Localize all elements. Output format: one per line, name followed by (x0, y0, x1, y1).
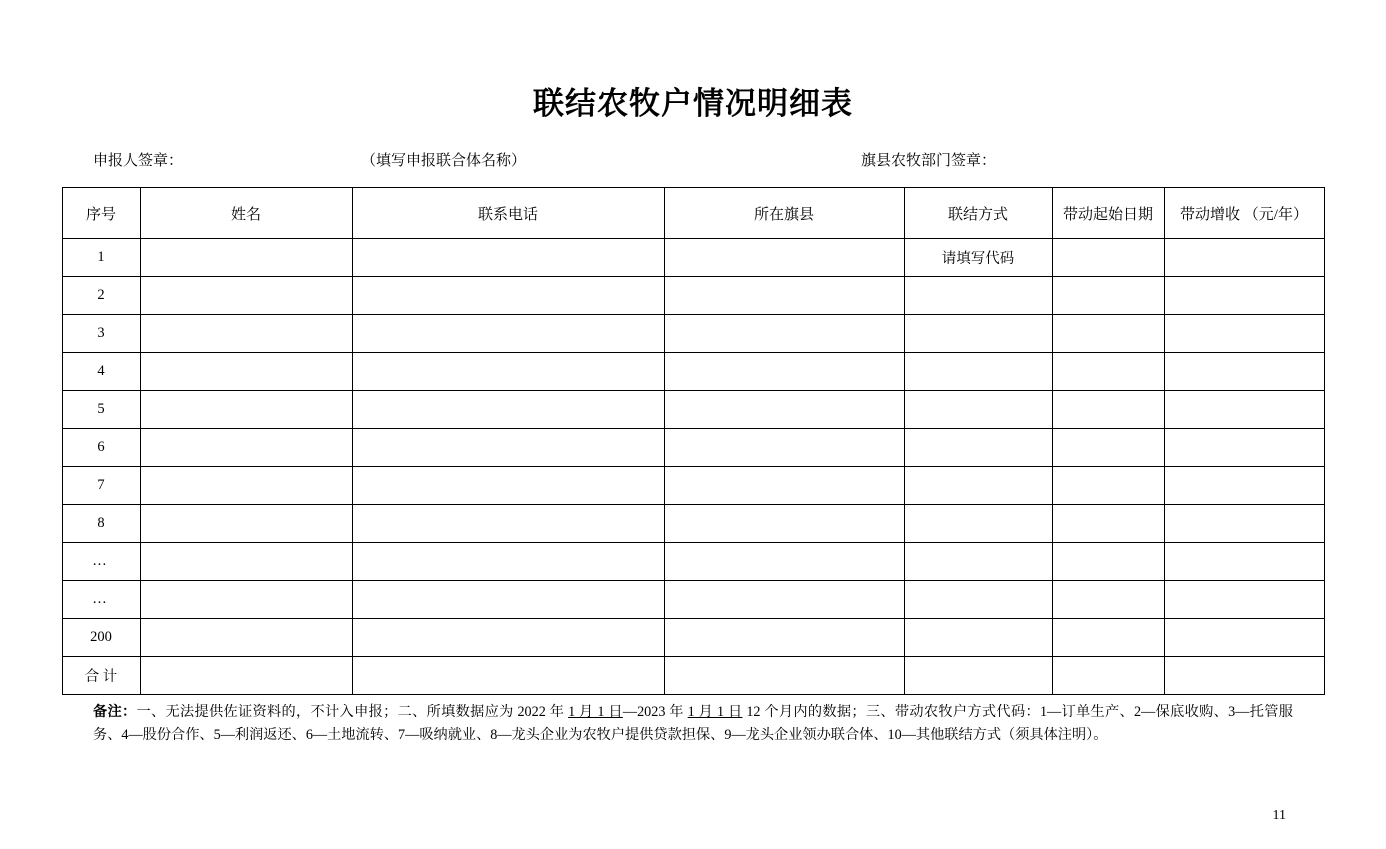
cell-phone[interactable] (352, 467, 664, 505)
column-header-phone: 联系电话 (352, 188, 664, 239)
table-row (62, 467, 1324, 505)
cell-phone[interactable] (352, 581, 664, 619)
cell-index: 6 (62, 429, 140, 467)
cell-start-date[interactable] (1052, 505, 1164, 543)
cell-link-type[interactable]: 请填写代码 (904, 239, 1052, 277)
linked-households-table (62, 187, 1325, 695)
cell-link-type[interactable] (904, 429, 1052, 467)
table-row (62, 429, 1324, 467)
cell-total-name[interactable] (140, 657, 352, 695)
signature-row (93, 149, 1293, 179)
cell-income[interactable] (1164, 619, 1324, 657)
column-header-index: 序号 (62, 188, 140, 239)
cell-start-date[interactable] (1052, 353, 1164, 391)
note-label: 备注： (93, 704, 137, 720)
cell-phone[interactable] (352, 315, 664, 353)
cell-total-start-date[interactable] (1052, 657, 1164, 695)
column-header-name: 姓名 (140, 188, 352, 239)
cell-income[interactable] (1164, 505, 1324, 543)
cell-name[interactable] (140, 429, 352, 467)
note-underline-2: 1 月 1 日 (687, 704, 743, 720)
table-row (62, 619, 1324, 657)
cell-total-phone[interactable] (352, 657, 664, 695)
cell-name[interactable] (140, 315, 352, 353)
cell-phone[interactable] (352, 429, 664, 467)
cell-index: 2 (62, 277, 140, 315)
cell-start-date[interactable] (1052, 391, 1164, 429)
cell-link-type[interactable] (904, 505, 1052, 543)
cell-county[interactable] (664, 239, 904, 277)
cell-link-type[interactable] (904, 543, 1052, 581)
cell-phone[interactable] (352, 619, 664, 657)
table-row (62, 239, 1324, 277)
cell-total-label: 合 计 (62, 657, 140, 695)
table-row-total (62, 657, 1324, 695)
agriculture-department-signature-label: 旗县农牧部门签章： (861, 153, 997, 169)
applicant-signature-label: 申报人签章： (93, 153, 184, 169)
cell-link-type[interactable] (904, 467, 1052, 505)
cell-link-type[interactable] (904, 391, 1052, 429)
cell-name[interactable] (140, 581, 352, 619)
column-header-link-type: 联结方式 (904, 188, 1052, 239)
cell-index: 8 (62, 505, 140, 543)
cell-index: … (62, 543, 140, 581)
cell-index: … (62, 581, 140, 619)
table-row (62, 505, 1324, 543)
cell-income[interactable] (1164, 543, 1324, 581)
table-row (62, 353, 1324, 391)
cell-start-date[interactable] (1052, 239, 1164, 277)
table-row (62, 391, 1324, 429)
cell-index: 4 (62, 353, 140, 391)
cell-link-type[interactable] (904, 353, 1052, 391)
cell-phone[interactable] (352, 277, 664, 315)
cell-county[interactable] (664, 429, 904, 467)
cell-income[interactable] (1164, 391, 1324, 429)
cell-county[interactable] (664, 505, 904, 543)
cell-phone[interactable] (352, 543, 664, 581)
table-header-row (62, 188, 1324, 239)
cell-county[interactable] (664, 353, 904, 391)
cell-income[interactable] (1164, 277, 1324, 315)
cell-total-link-type[interactable] (904, 657, 1052, 695)
cell-index: 3 (62, 315, 140, 353)
cell-income[interactable] (1164, 467, 1324, 505)
cell-income[interactable] (1164, 581, 1324, 619)
column-header-county: 所在旗县 (664, 188, 904, 239)
cell-name[interactable] (140, 239, 352, 277)
cell-phone[interactable] (352, 505, 664, 543)
page-title: 联结农牧户情况明细表 (533, 86, 853, 121)
cell-county[interactable] (664, 581, 904, 619)
cell-start-date[interactable] (1052, 543, 1164, 581)
cell-income[interactable] (1164, 239, 1324, 277)
cell-start-date[interactable] (1052, 429, 1164, 467)
cell-phone[interactable] (352, 239, 664, 277)
cell-name[interactable] (140, 619, 352, 657)
cell-start-date[interactable] (1052, 619, 1164, 657)
table-note (93, 701, 1293, 748)
cell-county[interactable] (664, 619, 904, 657)
cell-index: 7 (62, 467, 140, 505)
cell-income[interactable] (1164, 429, 1324, 467)
column-header-income: 带动增收 （元/年） (1164, 188, 1324, 239)
cell-name[interactable] (140, 353, 352, 391)
cell-start-date[interactable] (1052, 277, 1164, 315)
cell-index: 1 (62, 239, 140, 277)
cell-start-date[interactable] (1052, 467, 1164, 505)
cell-index: 5 (62, 391, 140, 429)
cell-name[interactable] (140, 505, 352, 543)
cell-income[interactable] (1164, 353, 1324, 391)
cell-phone[interactable] (352, 353, 664, 391)
cell-county[interactable] (664, 543, 904, 581)
column-header-start-date: 带动起始日期 (1052, 188, 1164, 239)
note-underline-1: 1 月 1 日 (568, 704, 623, 720)
cell-link-type[interactable] (904, 619, 1052, 657)
table-row (62, 315, 1324, 353)
cell-phone[interactable] (352, 391, 664, 429)
table-row (62, 277, 1324, 315)
cell-name[interactable] (140, 467, 352, 505)
cell-total-county[interactable] (664, 657, 904, 695)
cell-start-date[interactable] (1052, 315, 1164, 353)
cell-name[interactable] (140, 277, 352, 315)
cell-county[interactable] (664, 467, 904, 505)
cell-name[interactable] (140, 543, 352, 581)
cell-link-type[interactable] (904, 581, 1052, 619)
cell-link-type[interactable] (904, 277, 1052, 315)
table-row (62, 543, 1324, 581)
cell-county[interactable] (664, 315, 904, 353)
note-text-1: 一、无法提供佐证资料的，不计入申报；二、所填数据应为 2022 年 (136, 704, 569, 720)
cell-index: 200 (62, 619, 140, 657)
cell-link-type[interactable] (904, 315, 1052, 353)
page-number: 11 (1272, 808, 1286, 823)
note-text-2: —2023 年 (622, 704, 688, 720)
cell-total-income[interactable] (1164, 657, 1324, 695)
cell-start-date[interactable] (1052, 581, 1164, 619)
cell-income[interactable] (1164, 315, 1324, 353)
cell-name[interactable] (140, 391, 352, 429)
cell-county[interactable] (664, 391, 904, 429)
note-text-3: 12 个月内的数据；三、带动农牧户方式代码：1—订单生产、2—保底收购、3—托管服务、4—股份合作、5—利润返还、6—土地流转、7—吸纳就业、8—龙头企业为农牧户提供贷款担保、9—龙头企业领办联合体、10—其他联结方式（须具体注明）。 (93, 704, 1293, 744)
cell-county[interactable] (664, 277, 904, 315)
table-row (62, 581, 1324, 619)
consortium-name-hint: （填写申报联合体名称） (361, 153, 527, 169)
